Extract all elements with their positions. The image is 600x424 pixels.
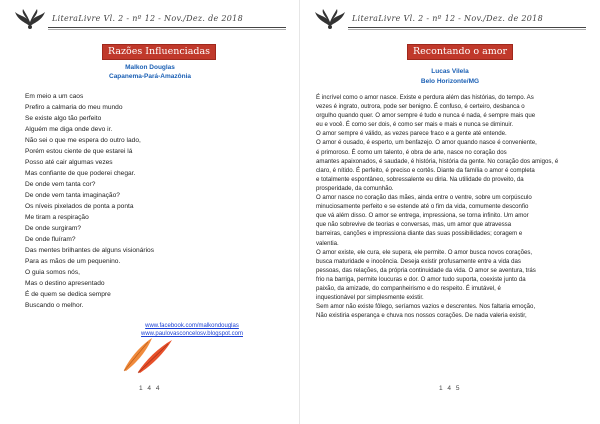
text-line: Sem amor não existe fôlego, seríamos vazios e descrentes. Nos faltaria emoção, [316, 303, 536, 311]
text-line: que não sobrevive de teorias e conversas, mas, um amor que atravessa [316, 221, 512, 229]
text-line: barreiras, canções e impressiona diante das suas possibilidades; coragem e [316, 230, 523, 238]
poem-line: Os níveis pixelados de ponta a ponta [25, 203, 134, 210]
text-line: É incrível como o amor nasce. Existe e perdura além das histórias, do tempo. As [316, 94, 534, 101]
header-text: LiteraLivre Vl. 2 - nº 12 - Nov./Dez. de 2018 [352, 14, 543, 23]
poem-line: Prefiro a calmaria do meu mundo [25, 104, 123, 111]
poem-line: De onde surgiram? [25, 225, 82, 232]
page-number: 1 4 4 [139, 385, 161, 392]
text-line: e totalmente espontâneo, sobressalente eu diria. Na utilidade do proveito, da [316, 175, 524, 183]
page-header [300, 8, 600, 30]
text-line: prosperidade, da comunhão. [316, 184, 394, 192]
author-location: Capanema-Pará-Amazônia [109, 73, 191, 80]
author-name: Malkon Douglas [125, 64, 175, 71]
text-line: eu e você. É como ser dois, é como ser mais e mais e nunca se diminuir. [316, 121, 514, 129]
text-line: é primoroso. É como um talento, é obra de arte, nasce no coração dos [316, 148, 507, 156]
header-rule [348, 27, 586, 28]
text-line: frio na barriga, permite loucuras e dor. O amor tudo suporta, coexiste junto da [316, 275, 526, 283]
text-line: pessoas, das relações, da própria continuidade da vida. O amor se aventura, trás [316, 266, 536, 274]
text-line: Não existiria esperança e chuva nos nossos corações. De nada valeria existir, [316, 312, 527, 320]
right-page [300, 0, 600, 424]
poem-line: De onde vem tanta imaginação? [25, 192, 120, 199]
text-line: claro, é nítido. É perfeito, é preciso e cortês. Diante da família o amor é completa [316, 166, 535, 174]
page-header [0, 8, 300, 30]
author-location: Belo Horizonte/MG [420, 78, 480, 85]
winged-emblem-icon [14, 8, 46, 30]
header-rule-thin [348, 29, 586, 30]
text-line: valentia. [316, 239, 339, 247]
text-line: paixão, da amizade, do companheirismo e do respeito. É imutável, é [316, 284, 501, 292]
poem-title: Razões Influenciadas [103, 45, 215, 59]
poem-line: De onde vem tanta cor? [25, 181, 96, 188]
text-line: O amor sempre é válido, as vezes parece fraco e a gente até entende. [316, 130, 507, 138]
header-text: LiteraLivre Vl. 2 - nº 12 - Nov./Dez. de 2018 [52, 14, 243, 23]
header-rule-thin [48, 29, 286, 30]
poem-line: Posso até cair algumas vezes [25, 159, 113, 166]
poem-line: Buscando o melhor. [25, 302, 84, 309]
facebook-link[interactable]: www.facebook.com/malkondouglas [145, 323, 239, 329]
text-line: inquestionável por simplesmente existir. [316, 294, 424, 302]
poem-line: Das mentes brilhantes de alguns visionários [25, 247, 155, 254]
essay-body [316, 93, 590, 320]
winged-emblem-icon [314, 8, 346, 30]
poem-line: Mas o destino apresentado [25, 280, 105, 287]
text-line: O amor existe, ele cura, ele supera, ele permite. O amor busca novos corações, [316, 248, 533, 256]
text-line: vezes é ingrato, outrora, pode ser benigno. É confuso, é certeiro, desbanca o [316, 103, 525, 111]
header-rule [48, 27, 286, 28]
poem-line: O guia somos nós, [25, 269, 80, 276]
text-line: O amor nasce no coração das mães, ainda entre o ventre, sobre um corpúsculo [316, 194, 532, 202]
poem-line: Não sei o que me espera do outro lado, [25, 137, 141, 144]
poem-line: Se existe algo tão perfeito [25, 115, 102, 122]
text-line: busca maturidade e inocência. Deseja existir profusamente entre a vida das [316, 257, 521, 265]
poem-line: Me tiram a respiração [25, 214, 89, 221]
poem-line: Alguém me diga onde devo ir. [25, 126, 113, 133]
text-line: minuciosamente perfeito e se estende até o fim da vida, comumente desconfio [316, 203, 529, 211]
blog-link[interactable]: www.paulovasconcelosv.blogspot.com [141, 331, 243, 337]
poem-line: Em meio a um caos [25, 93, 84, 100]
poem-line: Mas confiante de que poderei chegar. [25, 170, 136, 177]
quill-feathers-icon [118, 334, 178, 374]
poem-line: É de quem se dedica sempre [25, 291, 111, 298]
text-line: orgulho quando quer. O amor sempre é tudo e nunca é nada, é sempre mais que [316, 112, 536, 120]
poem-line: Porém estou ciente de que estarei lá [25, 148, 133, 155]
text-line: que vá além disso. O amor se entrega, impressiona, se torna infinito. Um amor [316, 212, 529, 220]
author-name: Lucas Vilela [431, 68, 469, 75]
poem-body [25, 91, 275, 311]
poem-line: Para as mãos de um pequenino. [25, 258, 121, 265]
essay-title: Recontando o amor [408, 45, 512, 59]
poem-line: De onde fluíram? [25, 236, 76, 243]
text-line: amantes apaixonados, é saudade, é história, história da gente. No coração dos amigos, é [316, 157, 559, 165]
page-number: 1 4 5 [439, 385, 461, 392]
text-line: O amor é ousado, é esperto, um benfazejo. O amor quando nasce é conveniente, [316, 139, 537, 147]
